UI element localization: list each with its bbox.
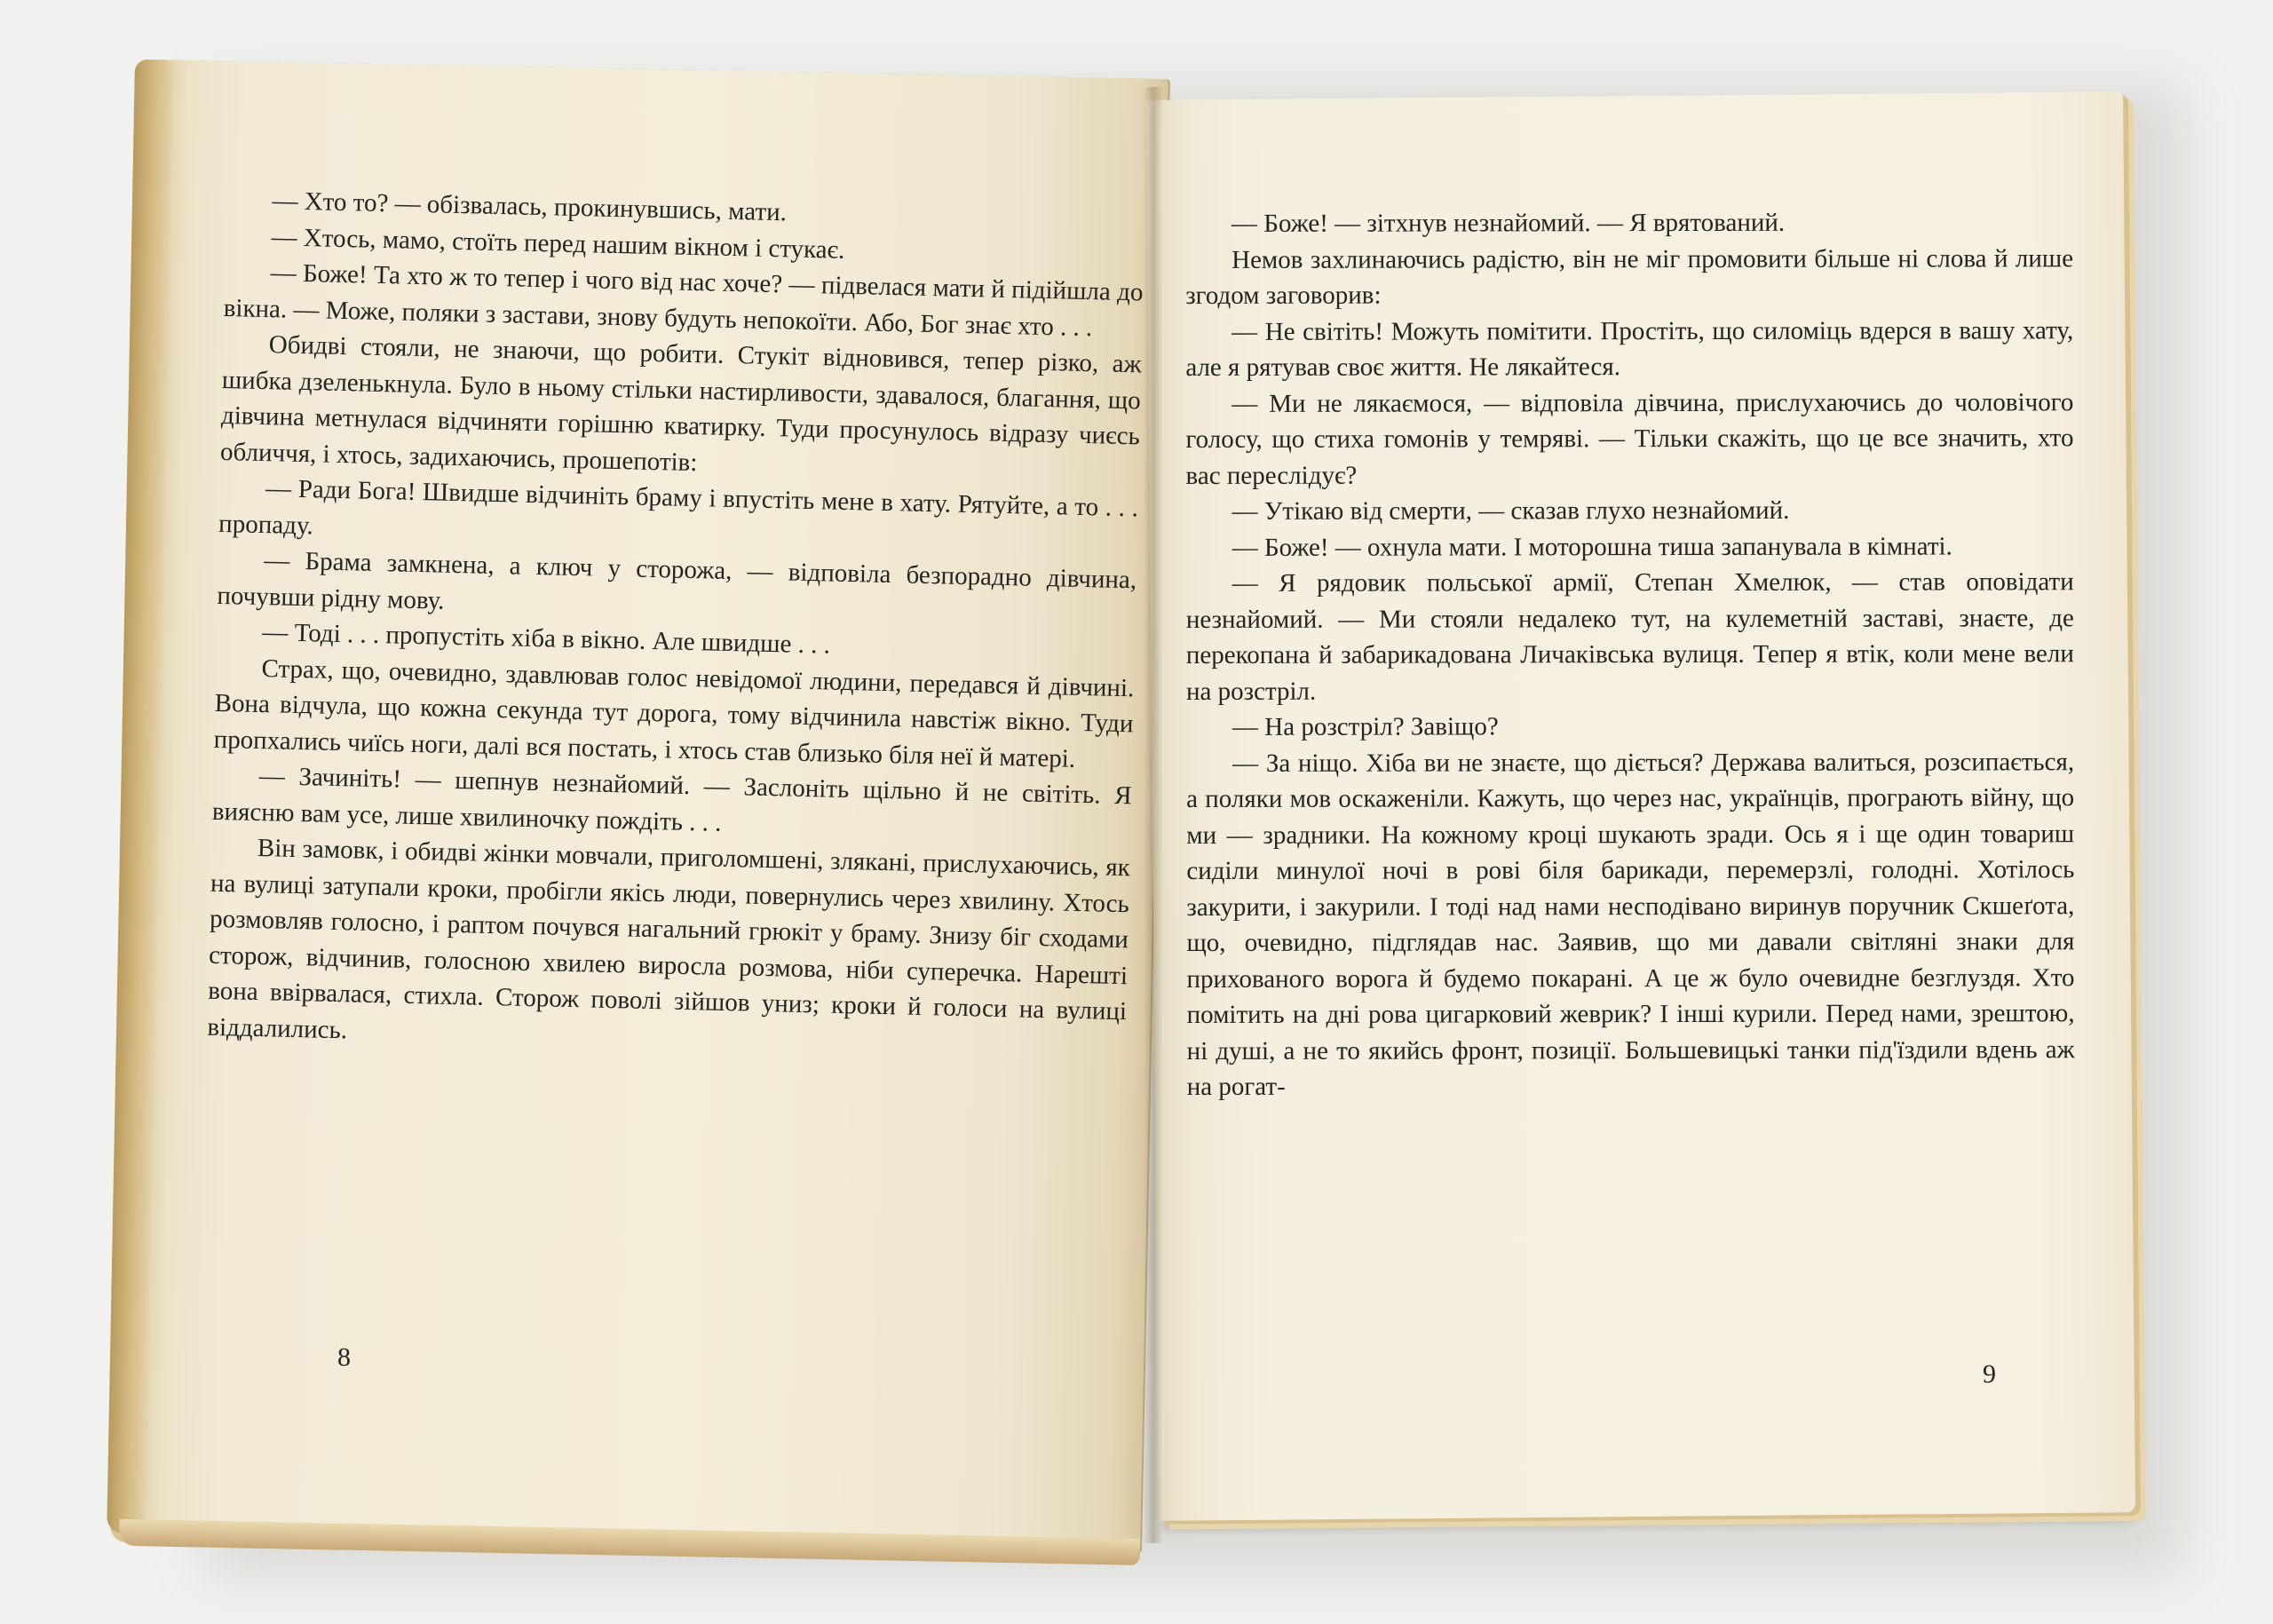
paragraph: Страх, що, очевидно, здавлював голос невідомої людини, передався й дівчині. Вона відчула, що кожна секунда тут дорога, тому відчинила навстіж вікно. Туди пропхались чиїсь ноги, далі вся постать, і хтось став близько біля неї й матері. bbox=[213, 654, 1135, 773]
paragraph: — Ради Бога! Швидше відчиніть браму і впустіть мене в хату. Рятуйте, а то . . . пропаду. bbox=[218, 474, 1139, 540]
paragraph: — Не світіть! Можуть помітити. Простіть, що силоміць вдерся в вашу хату, але я рятував своє життя. Не лякайтеся. bbox=[1185, 315, 2074, 382]
paragraph: — Хто то? — обізвалась, прокинувшись, мати. bbox=[272, 186, 788, 227]
left-page-worn-edge bbox=[107, 59, 176, 1534]
left-page-number: 8 bbox=[337, 1343, 351, 1372]
paragraph: Немов захлинаючись радістю, він не міг промовити більше ні слова й лише згодом заговорив: bbox=[1185, 243, 2074, 310]
paragraph: — Боже! Та хто ж то тепер і чого від нас хоче? — підвелася мати й підійшла до вікна. — Може, поляки з застави, знову будуть непокоїти. Або, Бог знає хто . . . bbox=[223, 258, 1144, 342]
right-page-text bbox=[1185, 204, 2075, 1105]
paragraph: — Ми не лякаємося, — відповіла дівчина, прислухаючись до чоловічого голосу, що стиха гомонів у темряві. — Тільки скажіть, що це все значить, хто вас переслідує? bbox=[1185, 387, 2074, 490]
paragraph: — За ніщо. Хіба ви не знаєте, що діється? Держава валиться, розсипається, а поляки мов оскаженіли. Кажуть, що через нас, українців, програють війну, що ми — зрадники. На кожному кроці шукають зради. Ось я і ще один товариш сиділи минулої ночі в рові біля барикади, перемерзлі, голодні. Хотілось закурити, і закурили. І тоді над нами несподівано виринув поручник Скшеґота, що, очевидно, підглядав нас. Заявив, що ми давали світляні знаки для прихованого ворога й будемо покарані. А це ж було очевидне безглуздя. Хто помітить на дні рова цигарковий жеврик? І інші курили. Перед нами, зрештою, ні душі, а не то якийсь фронт, позиції. Большевицькі танки під'їздили вдень аж на рогат- bbox=[1186, 747, 2075, 1101]
book-gutter bbox=[1144, 87, 1163, 1543]
paragraph: — Брама замкнена, а ключ у сторожа, — відповіла безпорадно дівчина, почувши рідну мову. bbox=[217, 546, 1137, 615]
left-page-bottom-edge bbox=[119, 1519, 1140, 1565]
paragraph: — Утікаю від смерти, — сказав глухо незнайомий. bbox=[1232, 495, 1790, 526]
paragraph: — Хтось, мамо, стоїть перед нашим вікном і стукає. bbox=[271, 222, 845, 265]
paragraph: — Зачиніть! — шепнув незнайомий. — Заслоніть щільно й не світіть. Я виясню вам усе, лише хвилиночку пождіть . . . bbox=[211, 762, 1132, 837]
paragraph: — Боже! — зітхнув незнайомий. — Я врятований. bbox=[1232, 208, 1786, 238]
paragraph: — Тоді . . . пропустіть хіба в вікно. Але швидше . . . bbox=[262, 618, 831, 660]
paragraph: — Боже! — охнула мати. І моторошна тиша запанувала в кімнаті. bbox=[1232, 531, 1952, 562]
paragraph: Обидві стояли, не знаючи, що робити. Стукіт відновився, тепер різко, аж шибка дзеленькнула. Було в ньому стільки настирливости, здавалося, благання, що дівчина метнулася відчиняти горішню кватирку. Туди просунулось відразу чиєсь обличчя, і хтось, задихаючись, прошепотів: bbox=[219, 330, 1142, 477]
paragraph: — Я рядовик польської армії, Степан Хмелюк, — став оповідати незнайомий. — Ми стояли недалеко тут, на кулеметній заставі, знаєте, де перекопана й забарикадована Личаківська вулиця. Тепер я втік, коли мене вели на розстріл. bbox=[1185, 567, 2074, 706]
left-page-text bbox=[207, 182, 1145, 1066]
paragraph: — На розстріл? Завіщо? bbox=[1232, 712, 1499, 741]
right-page-number: 9 bbox=[1983, 1359, 1996, 1389]
paragraph: Він замовк, і обидві жінки мовчали, приголомшені, злякані, прислухаючись, як на вулиці затупали кроки, пробігли якісь люди, повернулись через хвилину. Хтось розмовляв голосно, і раптом почувся нагальний грюкіт у браму. Знизу біг сходами сторож, відчинив, голосною хвилею виросла розмова, ніби суперечка. Нарешті вона ввірвалася, стихла. Сторож поволі зійшов униз; кроки й голоси на вулиці віддалились. bbox=[207, 833, 1131, 1044]
